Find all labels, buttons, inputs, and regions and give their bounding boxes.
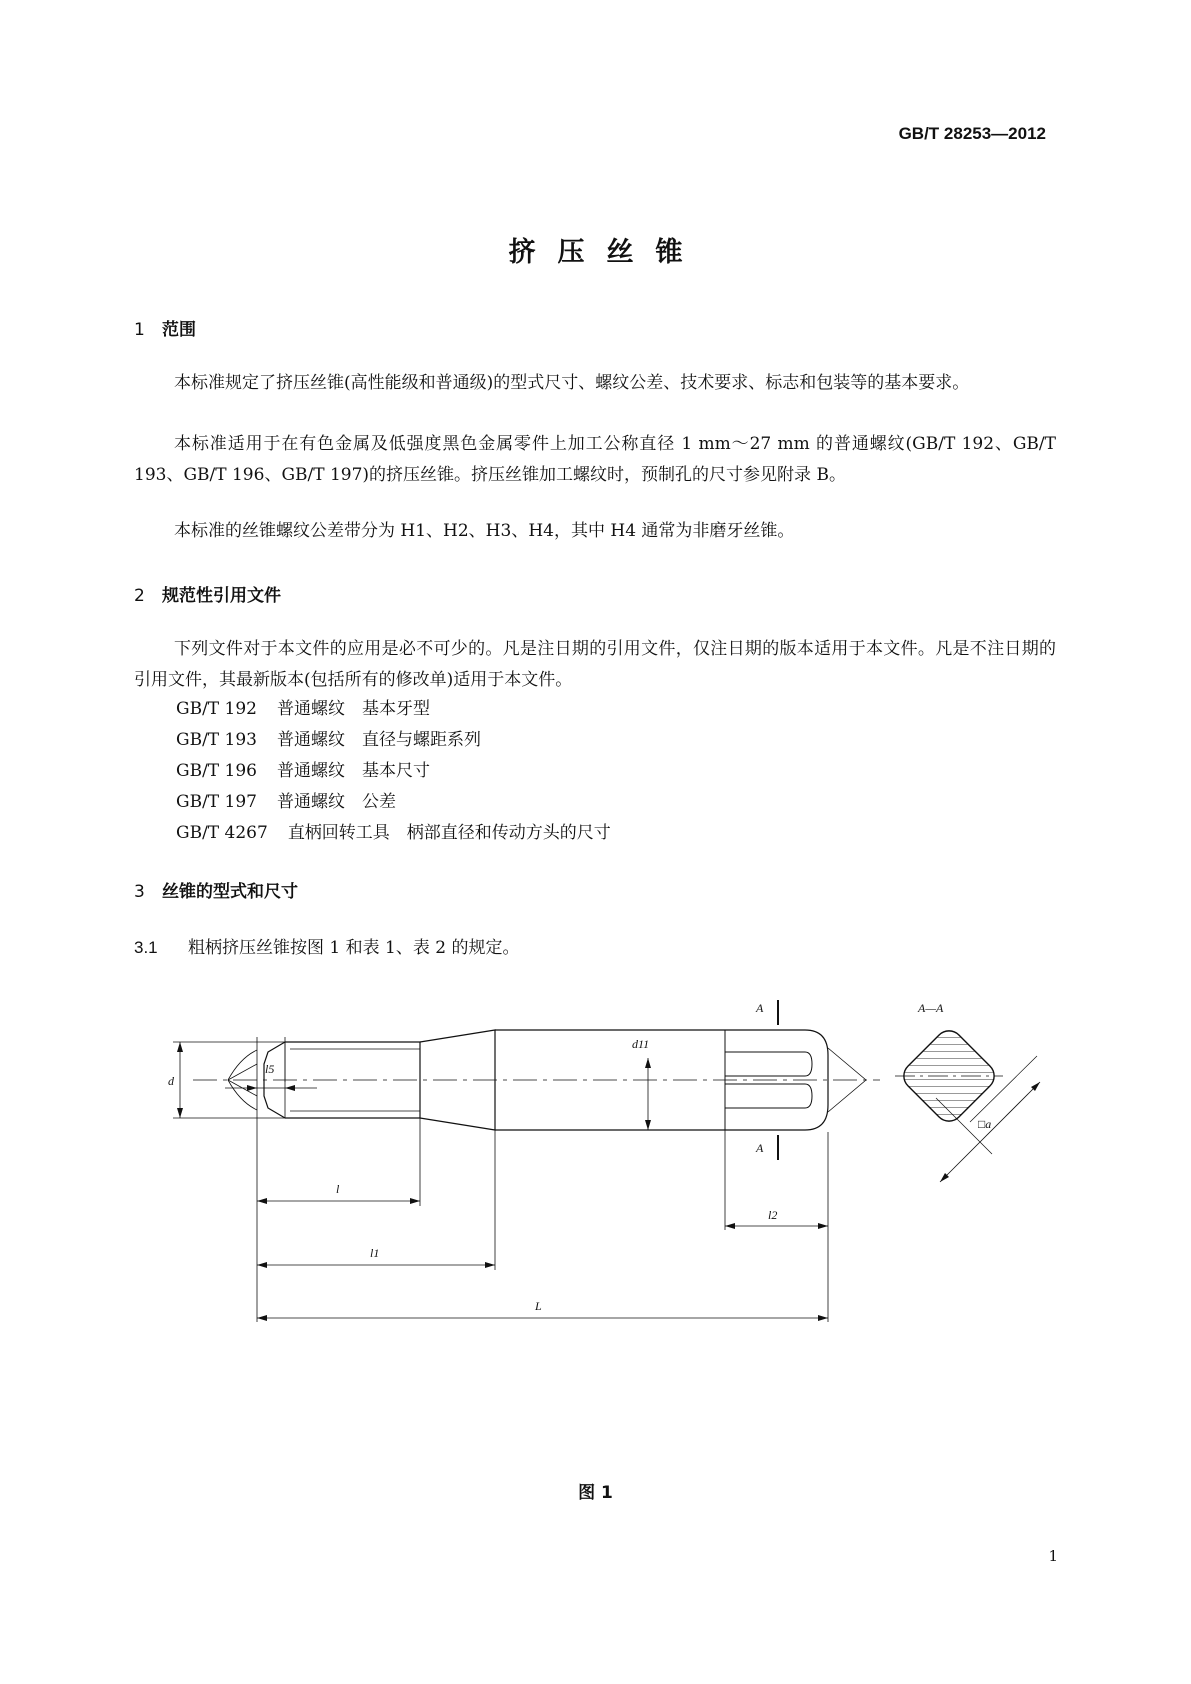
reference-code: GB/T 196: [176, 761, 257, 781]
reference-title: 普通螺纹 直径与螺距系列: [277, 730, 481, 750]
section-view: [895, 1025, 1003, 1127]
reference-title: 普通螺纹 基本尺寸: [277, 761, 430, 781]
clause-text: 粗柄挤压丝锥按图 1 和表 1、表 2 的规定。: [188, 938, 520, 958]
document-title: 挤压丝锥: [508, 237, 705, 268]
label-d11: d11: [632, 1037, 650, 1051]
reference-title: 普通螺纹 基本牙型: [277, 699, 430, 719]
section-title: 丝锥的型式和尺寸: [162, 882, 298, 902]
section-number: 1: [134, 320, 145, 340]
label-L: L: [535, 1299, 542, 1313]
reference-title: 直柄回转工具 柄部直径和传动方头的尺寸: [287, 823, 611, 843]
label-l2: l2: [768, 1208, 778, 1222]
reference-code: GB/T 197: [176, 792, 257, 812]
section-title: 范围: [162, 320, 196, 340]
label-A-top: A: [756, 1001, 764, 1015]
reference-code: GB/T 193: [176, 730, 257, 750]
clause-number: 3.1: [134, 938, 158, 957]
scope-paragraph: 本标准的丝锥螺纹公差带分为 H1、H2、H3、H4，其中 H4 通常为非磨牙丝锥。: [174, 521, 795, 541]
label-l1: l1: [370, 1246, 380, 1260]
label-a: □a: [978, 1117, 992, 1131]
label-section: A—A: [918, 1001, 944, 1015]
scope-paragraph: 本标准适用于在有色金属及低强度黑色金属零件上加工公称直径 1 mm～27 mm 的普通螺纹(GB/T 192、GB/T 193、GB/T 196、GB/T 197)的挤压丝锥。挤压丝锥加工螺纹时，预制孔的尺寸参见附录 B。: [134, 434, 1056, 485]
label-l: l: [336, 1182, 340, 1196]
section-number: 3: [134, 882, 145, 902]
page-number: 1: [1048, 1547, 1058, 1565]
figure-caption: 图 1: [578, 1483, 613, 1503]
section-title: 规范性引用文件: [162, 586, 281, 606]
reference-code: GB/T 192: [176, 699, 257, 719]
label-A-bottom: A: [756, 1141, 764, 1155]
label-l5: l5: [265, 1062, 275, 1076]
reference-title: 普通螺纹 公差: [277, 792, 396, 812]
label-d: d: [168, 1074, 174, 1088]
section-number: 2: [134, 586, 145, 606]
reference-code: GB/T 4267: [176, 823, 268, 843]
scope-paragraph: 本标准规定了挤压丝锥(高性能级和普通级)的型式尺寸、螺纹公差、技术要求、标志和包装等的基本要求。: [174, 373, 970, 393]
standard-code: GB/T 28253—2012: [898, 124, 1046, 143]
normative-intro: 下列文件对于本文件的应用是必不可少的。凡是注日期的引用文件，仅注日期的版本适用于本文件。凡是不注日期的引用文件，其最新版本(包括所有的修改单)适用于本文件。: [134, 639, 1056, 690]
